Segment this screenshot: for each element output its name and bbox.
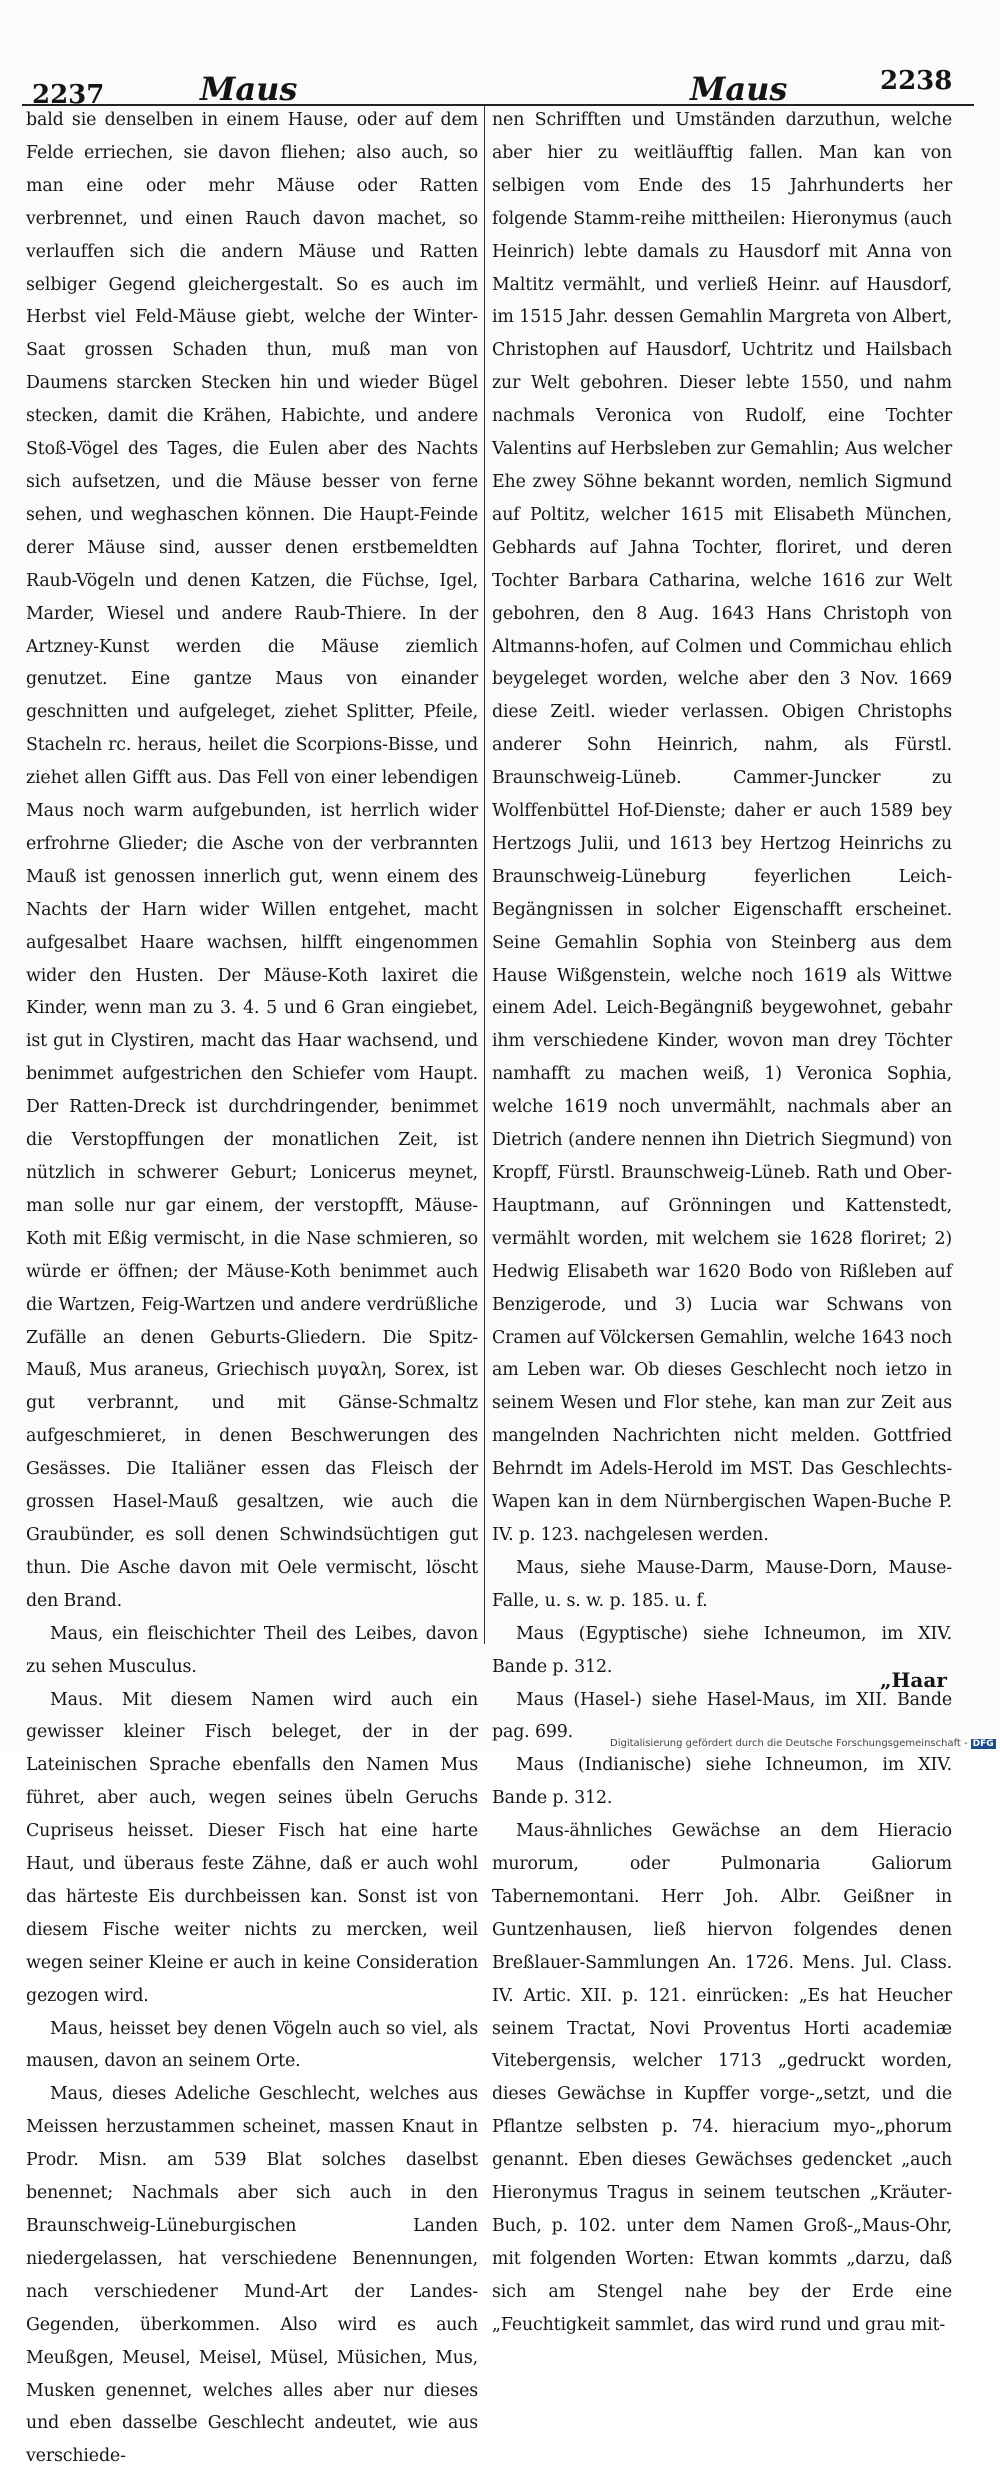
paragraph: Maus, dieses Adeliche Geschlecht, welches aus Meissen herzustammen scheinet, massen Knaut in Prodr. Misn. am 539 Blat solches daselbst benennet; Nachmals aber sich auch in den Braunschweig-Lüneburgischen Landen niedergelassen, hat verschiedene Benennungen, nach verschiedener Mund-Art der Landes-Gegenden, überkommen. Also wird es auch Meußgen, Meusel, Meisel, Müsel, Müsichen, Mus, Musken genennet, welches alles aber nur dieses und eben dasselbe Geschlecht andeutet, wie aus verschiede- bbox=[26, 2084, 478, 2467]
paragraph: Maus (Egyptische) siehe Ichneumon, im XIV. Bande p. 312. bbox=[492, 1623, 952, 1677]
footer-text: Digitalisierung gefördert durch die Deutsche Forschungsgemeinschaft - bbox=[610, 1738, 968, 1749]
paragraph: nen Schrifften und Umständen darzuthun, welche aber hier zu weitläufftig fallen. Man kan von selbigen vom Ende des 15 Jahrhunderts her folgende Stamm-reihe mittheilen: Hieronymus (auch Heinrich) lebte damals zu Hausdorf mit Anna von Maltitz vermählt, und verließ Heinr. auf Hausdorf, im 1515 Jahr. dessen Gemahlin Margreta von Albert, Christophen auf Hausdorf, Uchtritz und Hailsbach zur Welt gebohren. Dieser lebte 1550, und nahm nachmals Veronica von Rudolf, eine Tochter Valentins auf Herbsleben zur Gemahlin; Aus welcher Ehe zwey Söhne bekannt worden, nemlich Sigmund auf Poltitz, welcher 1615 mit Elisabeth München, Gebhards auf Jahna Tochter, floriret, und deren Tochter Barbara Catharina, welche 1616 zur Welt gebohren, den 8 Aug. 1643 Hans Christoph von Altmanns-hofen, auf Colmen und Commichau ehlich beygeleget worden, welche aber den 3 Nov. 1669 diese Zeitl. wieder verlassen. Obigen Christophs anderer Sohn Heinrich, nahm, als Fürstl. Braunschweig-Lüneb. Cammer-Juncker zu Wolffenbüttel Hof-Dienste; daher er auch 1589 bey Hertzogs Julii, und 1613 bey Hertzog Heinrichs zu Braunschweig-Lüneburg feyerlichen Leich-Begängnissen in solcher Eigenschafft erscheinet. Seine Gemahlin Sophia von Steinberg aus dem Hause Wißgenstein, welche noch 1619 als Wittwe einem Adel. Leich-Begängniß beygewohnet, gebahr ihm verschiedene Kinder, wovon man drey Töchter namhafft zu machen weiß, 1) Veronica Sophia, welche 1619 noch unvermählt, nachmals aber an Dietrich (andere nennen ihn Dietrich Siegmund) von Kropff, Fürstl. Braunschweig-Lüneb. Rath und Ober-Hauptmann, auf Grönningen und Kattenstedt, vermählt worden, mit welchem sie 1628 floriret; 2) Hedwig Elisabeth war 1620 Bodo von Rißleben auf Benzigerode, und 3) Lucia war Schwans von Cramen auf Völckersen Gemahlin, welche 1643 noch am Leben war. Ob dieses Geschlecht noch ietzo in seinem Wesen und Flor stehe, kan man zur Zeit aus mangelnden Nachrichten nicht melden. Gottfried Behrndt im Adels-Herold im MST. Das Geschlechts-Wapen kan in dem Nürnbergischen Wapen-Buche P. IV. p. 123. nachgelesen werden. bbox=[492, 110, 952, 1545]
paragraph: Maus (Indianische) siehe Ichneumon, im XIV. Bande p. 312. bbox=[492, 1755, 952, 1809]
headword-right: Maus bbox=[690, 70, 788, 108]
digitization-footer bbox=[610, 1738, 996, 1749]
left-column bbox=[26, 104, 478, 2467]
column-divider bbox=[484, 104, 485, 1644]
page-number-right: 2238 bbox=[880, 66, 953, 96]
paragraph: Maus-ähnliches Gewächse an dem Hieracio murorum, oder Pulmonaria Galiorum Tabernemontani. Herr Joh. Albr. Geißner in Guntzenhausen, ließ hiervon folgendes denen Breßlauer-Sammlungen An. 1726. Mens. Jul. Class. IV. Artic. XII. p. 121. einrücken: „Es hat Heucher seinem Tractat, Novi Proventus Horti academiæ Vitebergensis, welcher 1713 „gedruckt worden, dieses Gewächse in Kupffer vorge-„setzt, und die Pflantze selbsten p. 74. hieracium myo-„phorum genannt. Eben dieses Gewächses gedencket „auch Hieronymus Tragus in seinem teutschen „Kräuter-Buch, p. 102. unter dem Namen Groß-„Maus-Ohr, mit folgenden Worten: Etwan kommts „darzu, daß sich am Stengel nahe bey der Erde eine „Feuchtigkeit sammlet, das wird rund und grau mit- bbox=[492, 1821, 952, 2335]
paragraph: bald sie denselben in einem Hause, oder auf dem Felde erriechen, sie davon fliehen; also auch, so man eine oder mehr Mäuse oder Ratten verbrennet, und einen Rauch davon machet, so verlauffen sich die andern Mäuse und Ratten selbiger Gegend gleichergestalt. So es auch im Herbst viel Feld-Mäuse giebt, welche der Winter-Saat grossen Schaden thun, muß man von Daumens starcken Stecken hin und wieder Bügel stecken, damit die Krähen, Habichte, und andere Stoß-Vögel des Tages, die Eulen aber des Nachts sich aufsetzen, und die Mäuse besser von ferne sehen, und weghaschen können. Die Haupt-Feinde derer Mäuse sind, ausser denen erstbemeldten Raub-Vögeln und denen Katzen, die Füchse, Igel, Marder, Wiesel und andere Raub-Thiere. In der Artzney-Kunst werden die Mäuse ziemlich genutzet. Eine gantze Maus von einander geschnitten und aufgeleget, ziehet Splitter, Pfeile, Stacheln rc. heraus, heilet die Scorpions-Bisse, und ziehet allen Gifft aus. Das Fell von einer lebendigen Maus noch warm aufgebunden, ist herrlich wider erfrohrne Glieder; die Asche von der verbrannten Mauß ist genossen innerlich gut, wenn einem des Nachts der Harn wider Willen entgehet, macht aufgesalbet Haare wachsen, hilfft eingenommen wider den Husten. Der Mäuse-Koth laxiret die Kinder, wenn man zu 3. 4. 5 und 6 Gran eingiebet, ist gut in Clystiren, macht das Haar wachsend, und benimmet aufgestrichen den Schiefer vom Haupt. Der Ratten-Dreck ist durchdringender, benimmet die Verstopffungen der monatlichen Zeit, ist nützlich in schwerer Geburt; Lonicerus meynet, man solle nur gar einem, der verstopfft, Mäuse-Koth mit Eßig vermischt, in die Nase schmieren, so würde er öffnen; der Mäuse-Koth benimmet auch die Wartzen, Feig-Wartzen und andere verdrüßliche Zufälle an denen Geburts-Gliedern. Die Spitz-Mauß, Mus araneus, Griechisch μυγαλη, Sorex, ist gut verbrannt, und mit Gänse-Schmaltz aufgeschmieret, in denen Beschwerungen des Gesässes. Die Italiäner essen das Fleisch der grossen Hasel-Mauß gesaltzen, wie auch die Graubünder, es soll denen Schwindsüchtigen gut thun. Die Asche davon mit Oele vermischt, löscht den Brand. bbox=[26, 110, 478, 1611]
paragraph: Maus (Hasel-) siehe Hasel-Maus, im XII. Bande pag. 699. bbox=[492, 1689, 952, 1743]
paragraph: Maus. Mit diesem Namen wird auch ein gewisser kleiner Fisch beleget, der in der Lateinischen Sprache ebenfalls den Namen Mus führet, aber auch, wegen seines übeln Geruchs Cupriseus heisset. Dieser Fisch hat eine harte Haut, und überaus feste Zähne, daß er auch wohl das härteste Eis durchbeissen kan. Sonst ist von diesem Fische weiter nichts zu mercken, weil wegen seiner Kleine er auch in keine Consideration gezogen wird. bbox=[26, 1689, 478, 2006]
page-number-left: 2237 bbox=[32, 80, 105, 110]
paragraph: Maus, siehe Mause-Darm, Mause-Dorn, Mause-Falle, u. s. w. p. 185. u. f. bbox=[492, 1557, 952, 1611]
catchword: „Haar bbox=[880, 1668, 947, 1692]
paragraph: Maus, ein fleischichter Theil des Leibes, davon zu sehen Musculus. bbox=[26, 1623, 478, 1677]
paragraph: Maus, heisset bey denen Vögeln auch so viel, als mausen, davon an seinem Orte. bbox=[26, 2018, 478, 2072]
headword-left: Maus bbox=[200, 70, 298, 108]
dfg-badge: DFG bbox=[972, 1739, 994, 1749]
running-header bbox=[0, 60, 1000, 110]
